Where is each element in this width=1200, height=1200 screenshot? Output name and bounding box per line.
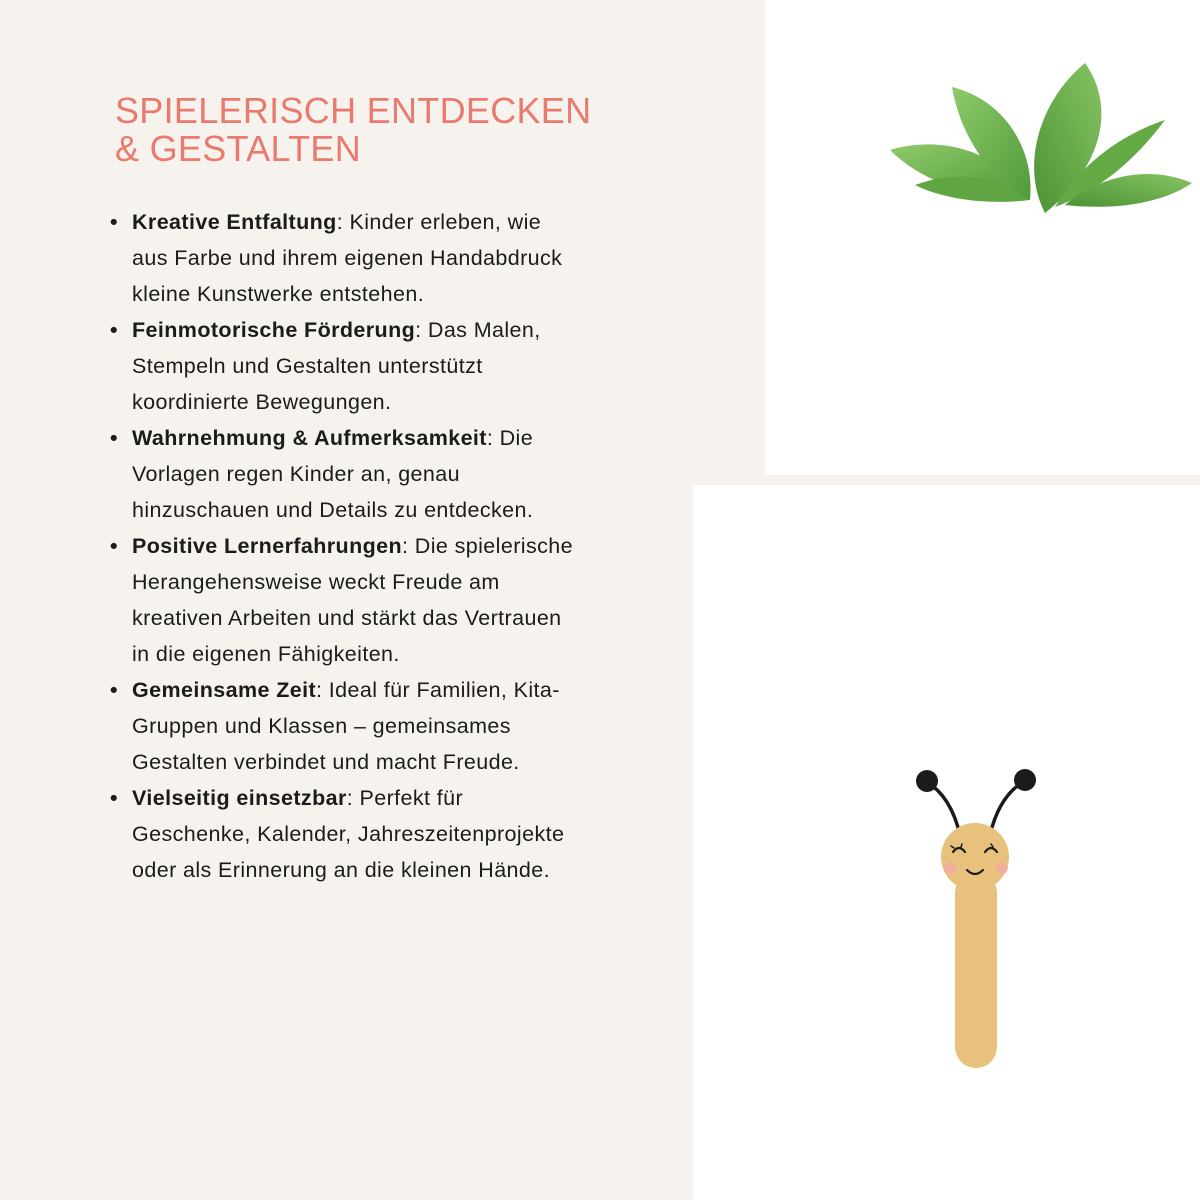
- bullet: •: [110, 318, 118, 342]
- bullet: •: [110, 426, 118, 450]
- list-item: [110, 672, 580, 780]
- feature-title: Gemeinsame Zeit: [132, 678, 317, 702]
- feature-title: Feinmotorische Förderung: [132, 318, 416, 342]
- title-line-2: & GESTALTEN: [115, 128, 362, 169]
- bullet: •: [110, 786, 118, 810]
- page-title: [115, 92, 675, 168]
- title-line-1: SPIELERISCH ENTDECKEN: [115, 90, 592, 131]
- feature-text: : Die Vorlagen regen Kinder an, genau hinzuschauen und Details zu entdecken.: [132, 426, 534, 522]
- list-item: [110, 312, 580, 420]
- feature-list: [110, 204, 580, 888]
- bullet: •: [110, 534, 118, 558]
- list-item: [110, 420, 580, 528]
- bullet: •: [110, 210, 118, 234]
- feature-title: Wahrnehmung & Aufmerksamkeit: [132, 426, 487, 450]
- caterpillar-icon: [905, 760, 1055, 1080]
- list-item: [110, 528, 580, 672]
- bullet: •: [110, 678, 118, 702]
- feature-title: Kreative Entfaltung: [132, 210, 337, 234]
- feature-text: : Die spielerische Herangehensweise weckt Freude am kreativen Arbeiten und stärkt das Vertrauen in die eigenen Fähigkeiten.: [132, 534, 573, 666]
- feature-text: : Das Malen, Stempeln und Gestalten unterstützt koordinierte Bewegungen.: [132, 318, 541, 414]
- feature-text: : Kinder erleben, wie aus Farbe und ihrem eigenen Handabdruck kleine Kunstwerke entstehen.: [132, 210, 563, 306]
- feature-title: Vielseitig einsetzbar: [132, 786, 347, 810]
- list-item: [110, 204, 580, 312]
- feature-text: : Perfekt für Geschenke, Kalender, Jahreszeitenprojekte oder als Erinnerung an die kleinen Hände.: [132, 786, 565, 882]
- feature-title: Positive Lernerfahrungen: [132, 534, 403, 558]
- feature-text: : Ideal für Familien, Kita-Gruppen und Klassen – gemeinsames Gestalten verbindet und macht Freude.: [132, 678, 560, 774]
- list-item: [110, 780, 580, 888]
- leaves-icon: [880, 55, 1200, 225]
